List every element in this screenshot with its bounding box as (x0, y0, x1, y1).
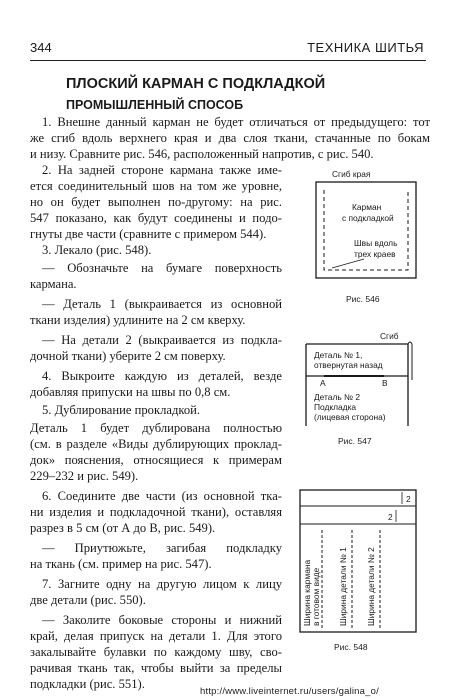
fig547-fold-curve (408, 342, 412, 344)
page-number: 344 (30, 40, 52, 55)
body-line: ется соединительный шов на том же уровне, (30, 179, 282, 193)
body-line: 1. Внешне данный карман не будет отличаться от предыдущего: тот (42, 115, 430, 129)
body-line: — Заколите боковые стороны и нижний (42, 613, 282, 627)
body-line: край, делая припуск на детали 1. Для этого (30, 629, 282, 643)
body-line: Деталь 1 будет дублирована полностью (30, 421, 282, 435)
header-rule (30, 60, 426, 61)
figure-546 (312, 168, 424, 308)
fig547-part1-label-1: Деталь № 1, (314, 350, 363, 360)
footer-url: http://www.liveinternet.ru/users/galina_o/ (200, 686, 379, 697)
body-line: дочной ткани) уберите 2 см поверху. (30, 349, 226, 363)
fig548-width-part2: Ширина детали № 2 (366, 547, 376, 626)
body-line: 2. На задней стороне кармана также име- (42, 163, 282, 177)
body-line: док» пояснения, относящиеся к примерам (30, 453, 282, 467)
fig548-width-part1: Ширина детали № 1 (338, 547, 348, 626)
body-line: 3. Лекало (рис. 548). (42, 243, 152, 257)
fig547-caption: Рис. 547 (338, 436, 372, 446)
fig546-seams-label-1: Швы вдоль (354, 238, 398, 248)
fig547-fold-label: Сгиб (380, 331, 399, 341)
body-line: — Приутюжьте, загибая подкладку (42, 541, 282, 555)
fig546-fold-label: Сгиб края (332, 169, 371, 179)
body-line: гнуты две части (сравните с примером 544). (30, 227, 267, 241)
body-line: — На детали 2 (выкраивается из подкла- (42, 333, 282, 347)
body-line: 7. Загните одну на другую лицом к лицу (42, 577, 282, 591)
running-title: ТЕХНИКА ШИТЬЯ (307, 40, 424, 55)
body-line: подкладки (рис. 551). (30, 677, 145, 691)
body-line: (см. в разделе «Виды дублирующих проклад- (30, 437, 282, 451)
fig546-caption: Рис. 546 (346, 294, 380, 304)
fig546-pocket-label-2: с подкладкой (342, 213, 394, 223)
body-line: ткани изделия) удлините на 2 см кверху. (30, 313, 246, 327)
fig546-pocket-outline (316, 182, 416, 278)
fig548-width-pocket-1: Ширина кармана (302, 559, 312, 626)
fig546-pocket-label-1: Карман (352, 202, 382, 212)
body-line: рачивая ткань так, чтобы выйти за пределы (30, 661, 282, 675)
fig546-leader-line (332, 259, 364, 268)
fig548-caption: Рис. 548 (334, 642, 368, 652)
fig546-seams-label-2: трех краев (354, 249, 396, 259)
body-line: 547 показано, как будут соединены и подо- (30, 211, 282, 225)
body-line: добавляя припуски на швы по 0,8 см. (30, 385, 231, 399)
fig547-part1-label-2: отвернутая назад (314, 360, 383, 370)
body-line: кармана. (30, 277, 77, 291)
figure-547 (300, 330, 426, 450)
body-line: две детали (рис. 550). (30, 593, 146, 607)
fig547-point-b: B (382, 378, 388, 388)
body-line: но он будет выполнен по-другому: на рис. (30, 195, 282, 209)
fig548-mark-2: 2 (388, 512, 393, 522)
body-line: — Обозначьте на бумаге поверхность (42, 261, 282, 275)
body-line: и низу. Сравните рис. 546, расположенный напротив, с рис. 540. (30, 147, 374, 161)
body-line: закалывайте булавки по каждому шву, сво- (30, 645, 282, 659)
body-line: 6. Соедините две части (из основной тка- (42, 489, 282, 503)
fig547-part2-label-1: Деталь № 2 (314, 392, 360, 402)
fig547-point-a: A (320, 378, 326, 388)
section-title: ПЛОСКИЙ КАРМАН С ПОДКЛАДКОЙ (66, 76, 326, 92)
fig547-part2-label-3: (лицевая сторона) (314, 412, 386, 422)
page-header (30, 40, 426, 56)
body-line: на ткань (см. пример на рис. 547). (30, 557, 212, 571)
fig548-mark-1: 2 (406, 494, 411, 504)
body-line: 229–232 и рис. 549). (30, 469, 139, 483)
body-line: — Деталь 1 (выкраивается из основной (42, 297, 282, 311)
body-line: разрез в 5 см (от А до В, рис. 549). (30, 521, 216, 535)
fig548-width-pocket-2: в готовом виде (311, 567, 321, 626)
subsection-title: ПРОМЫШЛЕННЫЙ СПОСОБ (66, 98, 244, 112)
figure-548 (296, 484, 424, 656)
body-line: ни изделия и подкладочной ткани), оставляя (30, 505, 282, 519)
body-line: 4. Выкроите каждую из деталей, везде (42, 369, 282, 383)
body-line: же сгиб вдоль верхнего края и два слоя ткани, стачанные по бокам (30, 131, 430, 145)
body-line: 5. Дублирование прокладкой. (42, 403, 201, 417)
fig547-part2-label-2: Подкладка (314, 402, 357, 412)
